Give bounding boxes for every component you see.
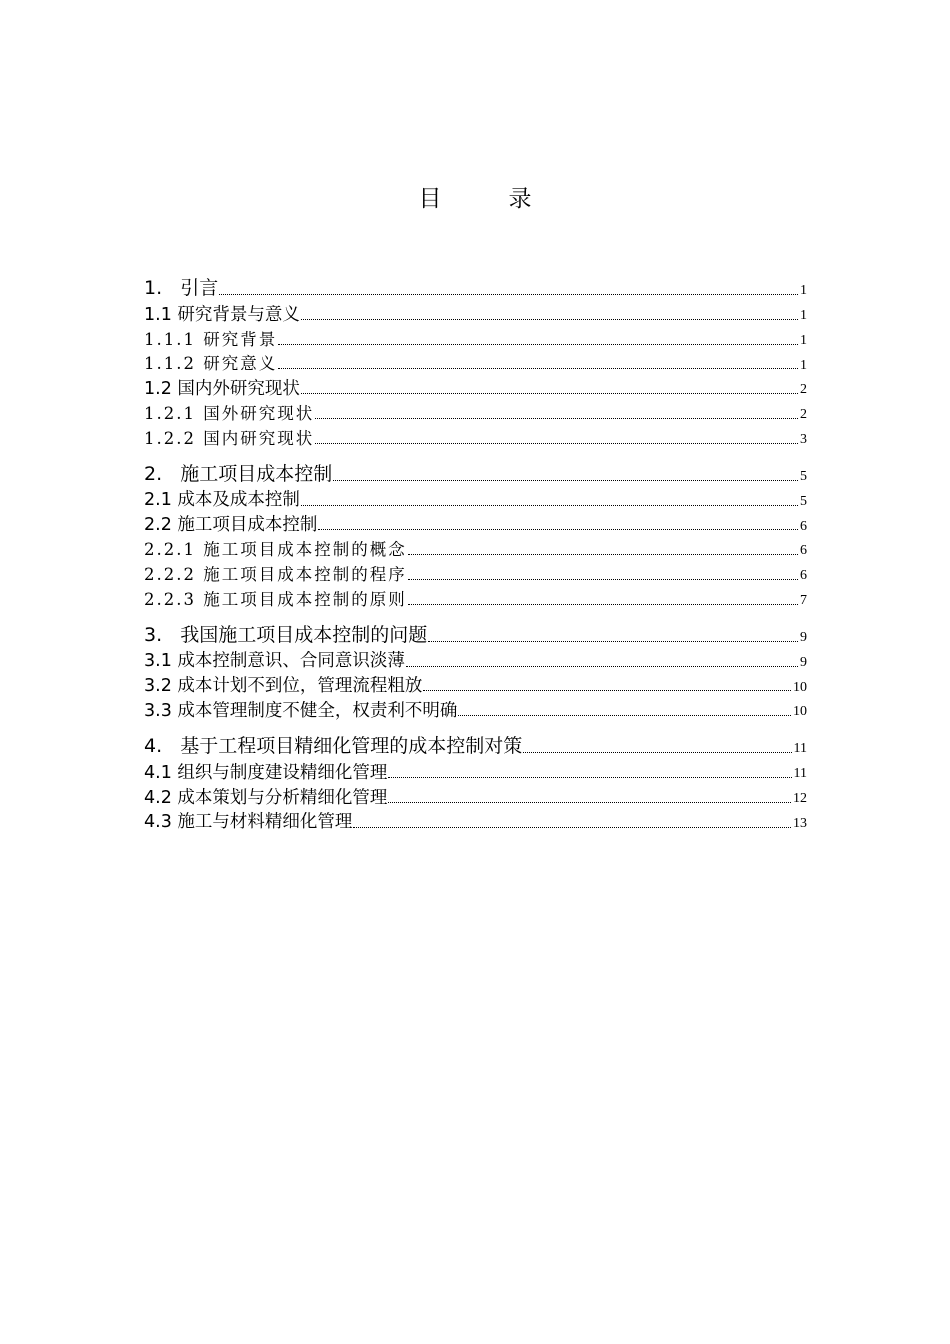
toc-entry-page: 1 xyxy=(800,308,807,323)
toc-entry-label: 施工项目成本控制的概念 xyxy=(203,540,407,560)
toc-entry-label: 成本策划与分析精细化管理 xyxy=(177,787,388,808)
toc-entry-label: 组织与制度建设精细化管理 xyxy=(177,762,388,783)
toc-entry-2-2-2[interactable] xyxy=(144,560,807,585)
toc-entry-label: 成本计划不到位，管理流程粗放 xyxy=(177,676,423,697)
toc-leader-dots xyxy=(406,666,798,667)
toc-entry-4-1[interactable] xyxy=(144,758,807,783)
toc-entry-page: 7 xyxy=(800,592,807,608)
toc-entry-number: 1.1.1 xyxy=(144,329,196,349)
toc-entry-page: 6 xyxy=(800,518,807,534)
toc-entry-4-3[interactable] xyxy=(144,808,807,833)
toc-leader-dots xyxy=(318,529,798,530)
toc-entry-number: 2.2.2 xyxy=(144,565,196,584)
toc-entry-number: 4.2 xyxy=(144,787,172,808)
toc-entry-page: 5 xyxy=(800,468,807,484)
toc-entry-page: 11 xyxy=(793,741,807,757)
toc-entry-page: 1 xyxy=(800,283,807,299)
toc-entry-label: 施工项目成本控制的程序 xyxy=(203,565,407,584)
toc-entry-number: 1. xyxy=(144,277,163,300)
toc-entry-page: 9 xyxy=(800,654,807,670)
toc-leader-dots xyxy=(333,480,798,481)
toc-entry-2-2-3[interactable] xyxy=(144,585,807,610)
toc-leader-dots xyxy=(301,505,798,506)
toc-entry-number: 4.1 xyxy=(144,762,172,783)
toc-leader-dots xyxy=(408,554,798,555)
toc-leader-dots xyxy=(219,294,798,295)
toc-entry-page: 10 xyxy=(793,704,807,720)
toc-entry-number: 3.3 xyxy=(144,701,172,722)
toc-entry-number: 3.2 xyxy=(144,676,172,697)
toc-entry-1-2-2[interactable] xyxy=(144,424,807,449)
toc-entry-page: 2 xyxy=(800,407,807,423)
toc-entry-1-1[interactable] xyxy=(144,300,807,325)
toc-entry-1[interactable] xyxy=(144,274,807,300)
toc-entry-label: 研究背景与意义 xyxy=(177,304,300,325)
toc-entry-page: 6 xyxy=(800,568,807,584)
toc-entry-3-3[interactable] xyxy=(144,696,807,721)
toc-entry-1-1-1[interactable] xyxy=(144,325,807,350)
toc-entry-page: 3 xyxy=(800,431,807,447)
toc-entry-label: 国内外研究现状 xyxy=(177,379,300,400)
toc-leader-dots xyxy=(523,752,791,753)
toc-entry-label: 施工与材料精细化管理 xyxy=(177,812,353,833)
toc-entry-page: 6 xyxy=(800,543,807,559)
toc-entry-number: 2.1 xyxy=(144,490,172,511)
toc-entry-1-1-2[interactable] xyxy=(144,350,807,375)
toc-entry-page: 5 xyxy=(800,493,807,509)
toc-entry-label: 基于工程项目精细化管理的成本控制对策 xyxy=(180,735,523,758)
toc-entry-3-2[interactable] xyxy=(144,672,807,697)
toc-entry-label: 研究意义 xyxy=(203,354,278,374)
toc-entry-number: 1.1 xyxy=(144,304,172,325)
toc-leader-dots xyxy=(278,344,798,345)
toc-leader-dots xyxy=(408,579,798,580)
toc-entry-number: 2.2 xyxy=(144,515,172,536)
toc-entry-number: 1.2.1 xyxy=(144,404,196,424)
toc-leader-dots xyxy=(423,690,791,691)
toc-entry-label: 引言 xyxy=(180,277,219,300)
toc-entry-page: 13 xyxy=(793,815,807,831)
toc-entry-label: 成本控制意识、合同意识淡薄 xyxy=(177,651,405,672)
toc-entry-number: 2.2.3 xyxy=(144,589,196,609)
toc-entry-label: 国外研究现状 xyxy=(203,404,315,424)
toc-entry-4[interactable] xyxy=(144,721,807,758)
toc-entry-3-1[interactable] xyxy=(144,647,807,672)
toc-entry-page: 2 xyxy=(800,382,807,398)
toc-leader-dots xyxy=(388,777,791,778)
toc-entry-label: 成本及成本控制 xyxy=(177,490,300,511)
toc-leader-dots xyxy=(301,319,798,320)
toc-list xyxy=(144,274,807,833)
toc-entry-number: 3.1 xyxy=(144,651,172,672)
toc-entry-page: 10 xyxy=(793,679,807,695)
toc-entry-number: 1.2 xyxy=(144,379,172,400)
toc-entry-page: 9 xyxy=(800,629,807,645)
toc-entry-label: 施工项目成本控制的原则 xyxy=(203,589,407,609)
toc-entry-page: 1 xyxy=(800,332,807,348)
toc-entry-page: 11 xyxy=(793,766,807,782)
toc-entry-number: 1.1.2 xyxy=(144,354,196,374)
toc-leader-dots xyxy=(353,827,791,828)
toc-entry-page: 12 xyxy=(793,790,807,806)
toc-entry-2[interactable] xyxy=(144,449,807,486)
toc-entry-number: 4. xyxy=(144,735,163,758)
toc-entry-page: 1 xyxy=(800,357,807,373)
toc-entry-label: 国内研究现状 xyxy=(203,428,315,448)
toc-leader-dots xyxy=(388,802,791,803)
toc-leader-dots xyxy=(278,368,798,369)
toc-entry-number: 2.2.1 xyxy=(144,540,196,560)
toc-leader-dots xyxy=(408,604,798,605)
toc-entry-4-2[interactable] xyxy=(144,783,807,808)
toc-entry-label: 研究背景 xyxy=(203,329,278,349)
toc-title: 目 录 xyxy=(418,186,554,212)
toc-entry-number: 2. xyxy=(144,462,163,485)
toc-leader-dots xyxy=(315,418,798,419)
toc-leader-dots xyxy=(458,715,791,716)
toc-entry-label: 施工项目成本控制 xyxy=(180,462,333,485)
toc-leader-dots xyxy=(428,641,798,642)
toc-entry-3[interactable] xyxy=(144,610,807,647)
toc-entry-1-2[interactable] xyxy=(144,374,807,399)
toc-entry-label: 我国施工项目成本控制的问题 xyxy=(180,623,428,646)
toc-entry-number: 4.3 xyxy=(144,812,172,833)
toc-entry-number: 3. xyxy=(144,623,163,646)
toc-entry-2-2[interactable] xyxy=(144,511,807,536)
toc-leader-dots xyxy=(301,393,798,394)
toc-entry-2-2-1[interactable] xyxy=(144,535,807,560)
toc-entry-label: 成本管理制度不健全，权责利不明确 xyxy=(177,701,458,722)
toc-entry-label: 施工项目成本控制 xyxy=(177,515,318,536)
toc-leader-dots xyxy=(315,443,798,444)
toc-entry-number: 1.2.2 xyxy=(144,428,196,448)
toc-entry-1-2-1[interactable] xyxy=(144,399,807,424)
toc-entry-2-1[interactable] xyxy=(144,486,807,511)
